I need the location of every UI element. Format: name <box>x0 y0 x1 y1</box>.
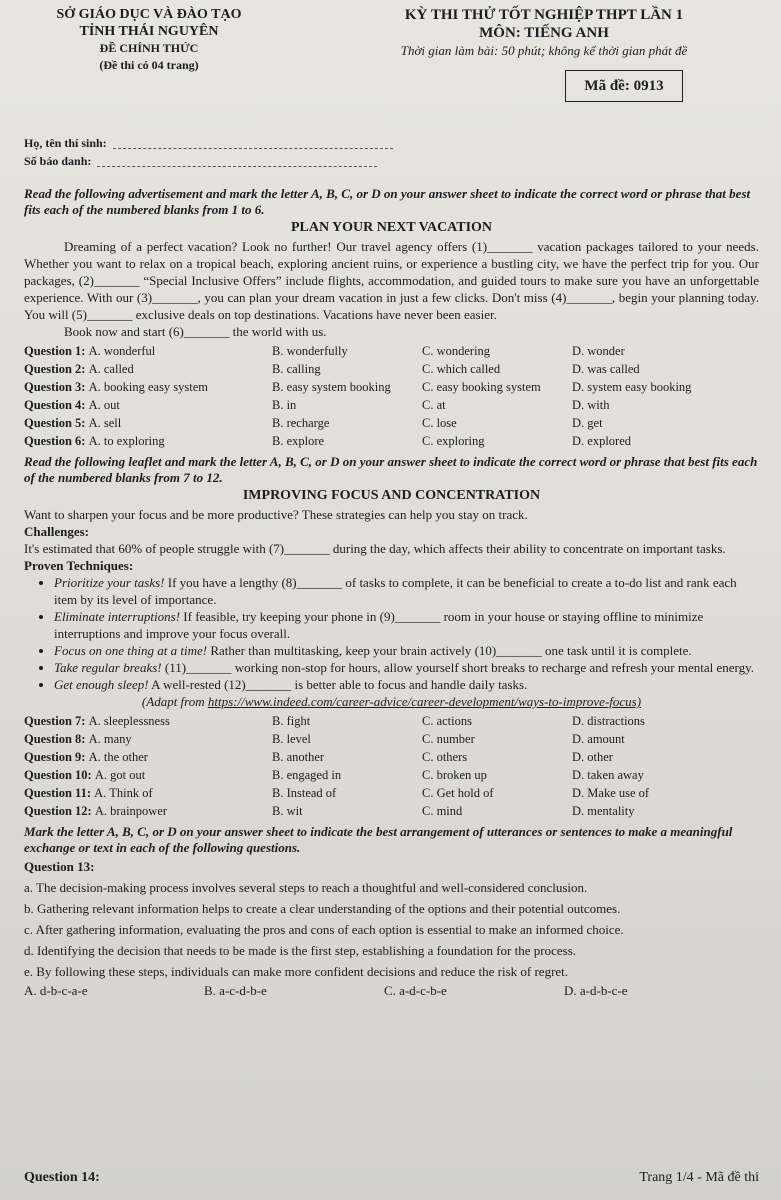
option-d[interactable]: D. explored <box>572 434 632 448</box>
option-b[interactable]: B. calling <box>272 362 321 376</box>
id-label: Số báo danh: <box>24 154 92 168</box>
question-label: Question 12: <box>24 804 92 818</box>
question-13 <box>24 856 759 982</box>
option-a[interactable]: A. Think of <box>94 786 153 800</box>
option-a[interactable]: A. the other <box>88 750 148 764</box>
next-question-label: Question 14: <box>24 1170 100 1185</box>
technique-item: • Eliminate interruptions! If feasible, try keeping your phone in (9)_______ room in your house or staying offline to minimize interruptions and improve your focus overall. <box>54 608 759 642</box>
sentence-b: b. Gathering relevant information helps to create a clear understanding of the options and their potential outcomes. <box>24 901 621 916</box>
option-d[interactable]: D. wonder <box>572 344 625 358</box>
option-d[interactable]: D. a-d-b-c-e <box>564 983 628 998</box>
question-label: Question 11: <box>24 786 92 800</box>
techniques-list <box>24 574 759 693</box>
option-b[interactable]: B. explore <box>272 434 325 448</box>
question-row-4 <box>24 396 759 414</box>
option-d[interactable]: D. was called <box>572 362 640 376</box>
option-c[interactable]: C. which called <box>422 362 501 376</box>
question-label: Question 4: <box>24 398 86 412</box>
pages-note: (Đề thi có 04 trang) <box>99 58 199 72</box>
issuer-block <box>24 6 274 108</box>
option-b[interactable]: B. in <box>272 398 297 412</box>
section1-title: PLAN YOUR NEXT VACATION <box>290 220 493 235</box>
option-c[interactable]: C. broken up <box>422 768 487 782</box>
option-b[interactable]: B. fight <box>272 714 311 728</box>
section2-questions <box>24 712 759 820</box>
option-a[interactable]: A. brainpower <box>94 804 168 818</box>
technique-item: • Focus on one thing at a time! Rather than multitasking, keep your brain actively (10)_______ one task until it is complete. <box>54 642 759 659</box>
option-c[interactable]: C. others <box>422 750 468 764</box>
subject-label: MÔN: TIẾNG ANH <box>479 25 609 41</box>
option-a[interactable]: A. d-b-c-a-e <box>24 983 88 998</box>
sentence-d: d. Identifying the decision that needs to be made is the first step, establishing a foundation for the process. <box>24 943 577 958</box>
question-row-11 <box>24 784 759 802</box>
option-d[interactable]: D. amount <box>572 732 625 746</box>
section1-closing: Book now and start (6)_______ the world with us. <box>64 324 327 339</box>
question-row-8 <box>24 730 759 748</box>
option-d[interactable]: D. other <box>572 750 613 764</box>
question-label: Question 8: <box>24 732 86 746</box>
option-d[interactable]: D. system easy booking <box>572 380 692 394</box>
technique-item: • Get enough sleep! A well-rested (12)_______ is better able to focus and handle daily tasks. <box>54 676 759 693</box>
question-13-label: Question 13: <box>24 859 95 874</box>
question-label: Question 7: <box>24 714 86 728</box>
option-b[interactable]: B. Instead of <box>272 786 337 800</box>
question-label: Question 10: <box>24 768 92 782</box>
sentence-a: a. The decision-making process involves several steps to reach a thoughtful and well-considered conclusion. <box>24 880 588 895</box>
page-number: Trang 1/4 - Mã đề thi <box>639 1170 759 1185</box>
option-d[interactable]: D. mentality <box>572 804 635 818</box>
option-a[interactable]: A. sleeplessness <box>88 714 170 728</box>
question-row-1 <box>24 342 759 360</box>
option-c[interactable]: C. at <box>422 398 446 412</box>
question-row-6 <box>24 432 759 450</box>
section1-instruction: Read the following advertisement and mark the letter A, B, C, or D on your answer sheet to indicate the correct word or phrase that best fits each of the numbered blanks from 1 to 6. <box>24 186 751 217</box>
question-row-2 <box>24 360 759 378</box>
option-a[interactable]: A. called <box>88 362 134 376</box>
option-b[interactable]: B. wit <box>272 804 303 818</box>
question-row-10 <box>24 766 759 784</box>
option-c[interactable]: C. Get hold of <box>422 786 494 800</box>
id-line[interactable] <box>97 155 377 167</box>
option-c[interactable]: C. wondering <box>422 344 491 358</box>
option-d[interactable]: D. get <box>572 416 603 430</box>
sentence-c: c. After gathering information, evaluating the pros and cons of each option is essential to make an informed choice. <box>24 922 624 937</box>
department-name: SỞ GIÁO DỤC VÀ ĐÀO TẠO <box>56 7 242 22</box>
option-a[interactable]: A. got out <box>94 768 146 782</box>
option-a[interactable]: A. to exploring <box>88 434 165 448</box>
option-b[interactable]: B. engaged in <box>272 768 342 782</box>
question-label: Question 5: <box>24 416 86 430</box>
name-label: Họ, tên thí sinh: <box>24 136 107 150</box>
question-label: Question 6: <box>24 434 86 448</box>
option-c[interactable]: C. number <box>422 732 475 746</box>
question-row-12 <box>24 802 759 820</box>
question-row-3 <box>24 378 759 396</box>
techniques-heading: Proven Techniques: <box>24 558 134 573</box>
page-footer <box>24 1170 759 1186</box>
section2-intro: Want to sharpen your focus and be more productive? These strategies can help you stay on track. <box>24 507 528 522</box>
candidate-info <box>24 134 759 170</box>
exam-code-box: Mã đề: 0913 <box>565 70 682 102</box>
option-a[interactable]: A. many <box>88 732 132 746</box>
option-b[interactable]: B. recharge <box>272 416 330 430</box>
option-c[interactable]: C. easy booking system <box>422 380 541 394</box>
source-link[interactable]: https://www.indeed.com/career-advice/career-development/ways-to-improve-focus) <box>207 694 642 709</box>
question-13-options <box>24 982 759 1000</box>
option-a[interactable]: A. out <box>88 398 120 412</box>
option-c[interactable]: C. a-d-c-b-e <box>384 983 447 998</box>
official-label: ĐỀ CHÍNH THỨC <box>99 41 199 55</box>
option-a[interactable]: A. wonderful <box>88 344 156 358</box>
option-c[interactable]: C. actions <box>422 714 472 728</box>
technique-item: • Prioritize your tasks! If you have a lengthy (8)_______ of tasks to complete, it can be beneficial to create a to-do list and rank each item by its level of importance. <box>54 574 759 608</box>
question-row-9 <box>24 748 759 766</box>
source-citation: (Adapt from https://www.indeed.com/career-advice/career-development/ways-to-improve-focus) <box>141 694 642 709</box>
question-row-5 <box>24 414 759 432</box>
option-a[interactable]: A. booking easy system <box>88 380 209 394</box>
option-b[interactable]: B. wonderfully <box>272 344 348 358</box>
challenges-text: It's estimated that 60% of people struggle with (7)_______ during the day, which affects their ability to concentrate on important tasks. <box>24 541 726 556</box>
section1-questions <box>24 342 759 450</box>
question-label: Question 9: <box>24 750 86 764</box>
technique-item: • Take regular breaks! (11)_______ working non-stop for hours, allow yourself short breaks to recharge and refresh your mental energy. <box>54 659 759 676</box>
name-line[interactable] <box>113 137 393 149</box>
option-d[interactable]: D. distractions <box>572 714 645 728</box>
section1-paragraph: Dreaming of a perfect vacation? Look no further! Our travel agency offers (1)_______ vacation packages tailored to your needs. Whether you want to relax on a tropical beach, exploring ancient ruins, or experience a bustling city, we have the perfect trip for you. Our packages, (2)_______ “Special Inclusive Offers” include flights, accommodation, and guided tours to make sure you have an unforgettable experience. With our (3)_______, you can plan your dream vacation in just a few clicks. Don't miss (4)_______, begin your planning today. You will (5)_______ exclusive deals on top destinations. Vacations have never been easier. <box>24 239 759 322</box>
option-b[interactable]: B. a-c-d-b-e <box>204 983 267 998</box>
section2-title: IMPROVING FOCUS AND CONCENTRATION <box>242 488 541 503</box>
exam-header <box>24 6 759 108</box>
section3-instruction: Mark the letter A, B, C, or D on your answer sheet to indicate the best arrangement of utterances or sentences to make a meaningful exchange or text in each of the following questions. <box>24 824 733 855</box>
question-label: Question 3: <box>24 380 86 394</box>
option-d[interactable]: D. Make use of <box>572 786 650 800</box>
section2-instruction: Read the following leaflet and mark the letter A, B, C, or D on your answer sheet to indicate the correct word or phrase that best fits each of the numbered blanks from 7 to 12. <box>24 454 758 485</box>
exam-info-block <box>329 6 759 108</box>
time-note: Thời gian làm bài: 50 phút; không kể thời gian phát đề <box>400 43 688 58</box>
question-row-7 <box>24 712 759 730</box>
exam-title: KỲ THI THỬ TỐT NGHIỆP THPT LẦN 1 <box>404 7 684 23</box>
option-d[interactable]: D. with <box>572 398 610 412</box>
option-d[interactable]: D. taken away <box>572 768 644 782</box>
option-b[interactable]: B. easy system booking <box>272 380 391 394</box>
question-label: Question 2: <box>24 362 86 376</box>
option-b[interactable]: B. level <box>272 732 311 746</box>
challenges-heading: Challenges: <box>24 524 89 539</box>
province-name: TỈNH THÁI NGUYÊN <box>79 24 219 39</box>
option-b[interactable]: B. another <box>272 750 325 764</box>
option-c[interactable]: C. exploring <box>422 434 485 448</box>
sentence-e: e. By following these steps, individuals can make more confident decisions and reduce the risk of regret. <box>24 964 569 979</box>
section2 <box>24 454 759 820</box>
section3 <box>24 824 759 1000</box>
option-c[interactable]: C. mind <box>422 804 463 818</box>
question-label: Question 1: <box>24 344 86 358</box>
option-c[interactable]: C. lose <box>422 416 457 430</box>
option-a[interactable]: A. sell <box>88 416 122 430</box>
